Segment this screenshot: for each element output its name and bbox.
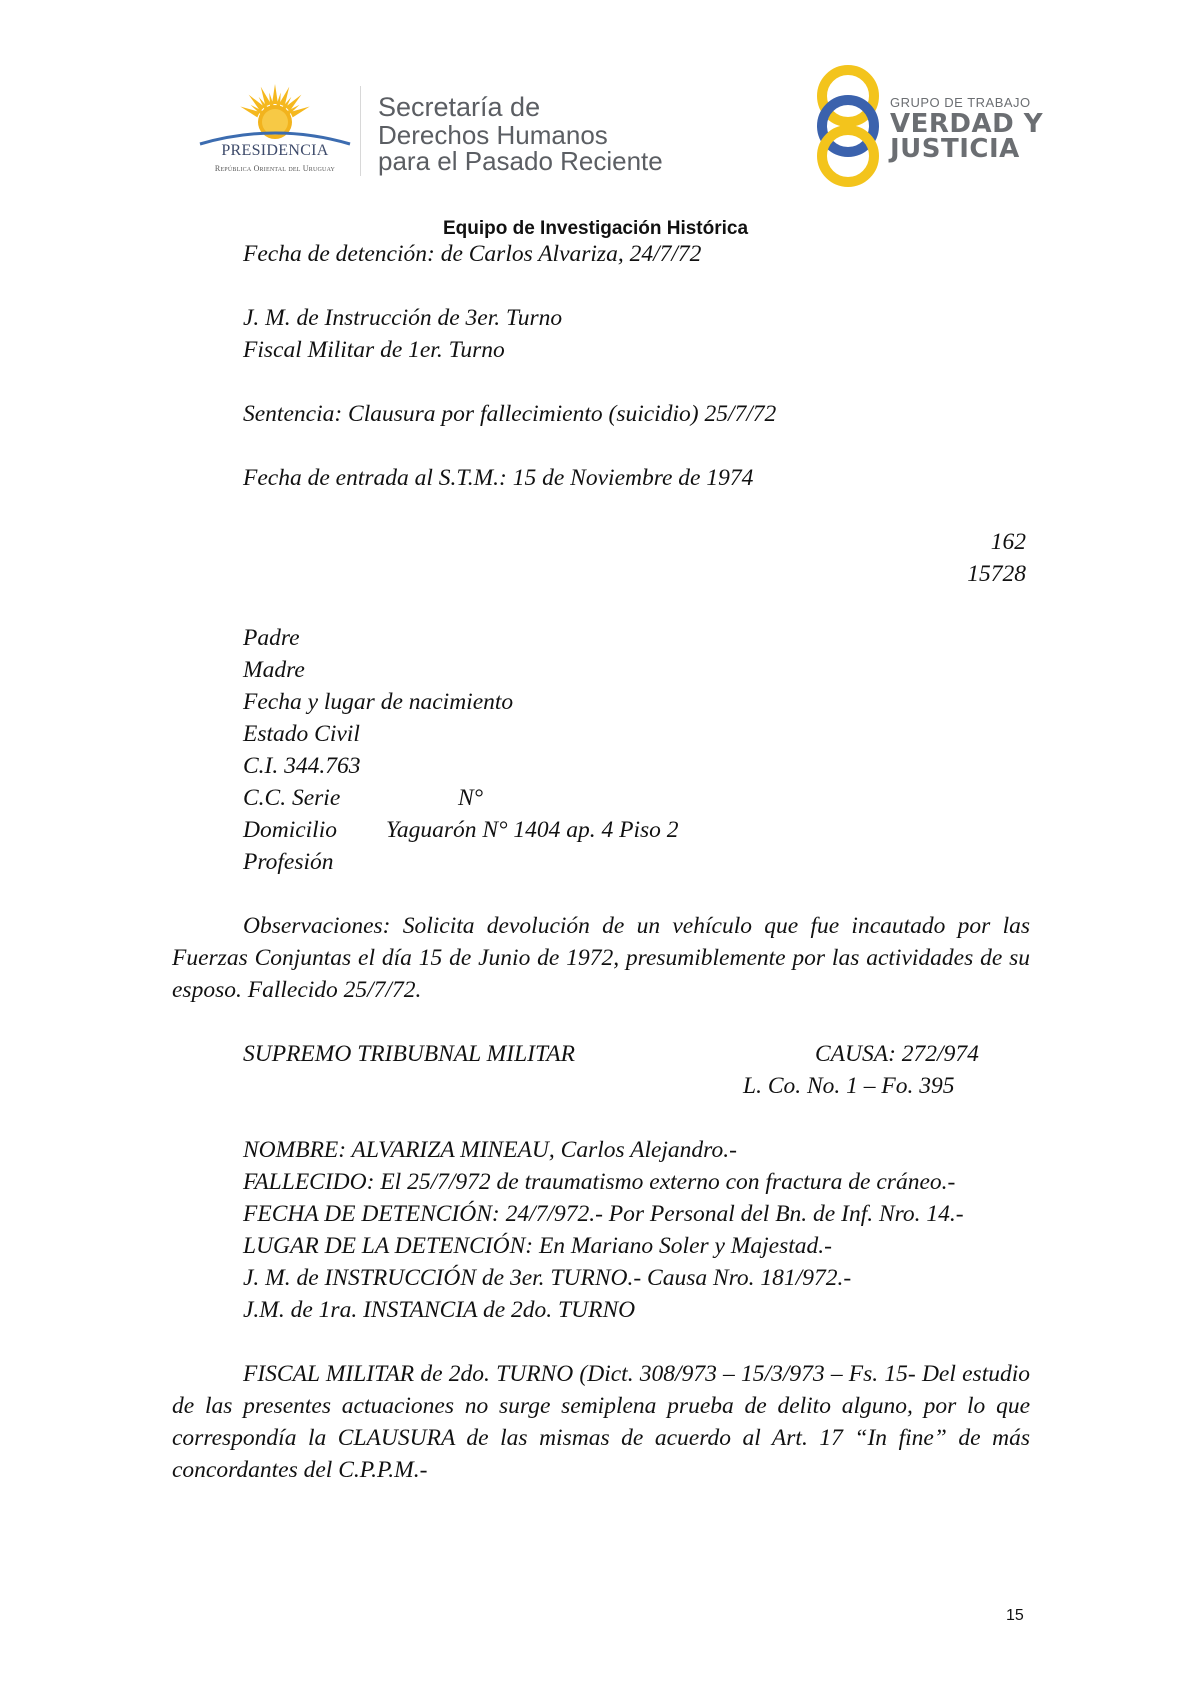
case-instancia: J.M. de 1ra. INSTANCIA de 2do. TURNO: [243, 1297, 636, 1323]
secretaria-line2: Derechos Humanos: [378, 120, 608, 150]
fiscal-paragraph: FISCAL MILITAR de 2do. TURNO (Dict. 308/973 – 15/3/973 – Fs. 15- Del estudio de las presentes actuaciones no surge semiplena prueba de delito alguno, por lo que correspondía la CLAUSURA de las mismas de acuerdo al Art. 17 “In fine” de más concordantes del C.P.P.M.-: [172, 1361, 1030, 1483]
sun-icon: [196, 82, 354, 146]
sentence: Sentencia: Clausura por fallecimiento (suicidio) 25/7/72: [243, 401, 777, 427]
field-madre: Madre: [243, 657, 305, 683]
secretaria-line3: para el Pasado Reciente: [378, 146, 663, 176]
case-nombre: NOMBRE: ALVARIZA MINEAU, Carlos Alejandro.-: [243, 1137, 737, 1163]
field-padre: Padre: [243, 625, 300, 651]
ref-number-2: 15728: [967, 561, 1026, 587]
case-fecha-detencion: FECHA DE DETENCIÓN: 24/7/972.- Por Personal del Bn. de Inf. Nro. 14.-: [243, 1201, 964, 1227]
grupo-line2: VERDAD Y: [890, 109, 1044, 139]
field-estado-civil: Estado Civil: [243, 721, 360, 747]
case-lugar-detencion: LUGAR DE LA DETENCIÓN: En Mariano Soler y Majestad.-: [243, 1233, 832, 1259]
presidencia-subtitle: República Oriental del Uruguay: [214, 164, 336, 173]
instruction-judge: J. M. de Instrucción de 3er. Turno: [243, 305, 563, 331]
observations-paragraph: Observaciones: Solicita devolución de un vehículo que fue incautado por las Fuerzas Conjuntas el día 15 de Junio de 1972, presumiblemente por las actividades de su esposo. Fallecido 25/7/72.: [172, 913, 1030, 1003]
secretaria-line1: Secretaría de: [378, 92, 541, 122]
field-ci: C.I. 344.763: [243, 753, 361, 779]
field-cc-number: N°: [458, 785, 484, 811]
field-nacimiento: Fecha y lugar de nacimiento: [243, 689, 514, 715]
page-number: 15: [1006, 1607, 1024, 1624]
field-domicilio: Domicilio: [243, 817, 337, 843]
stm-causa: CAUSA: 272/974: [815, 1041, 979, 1067]
grupo-line1: GRUPO DE TRABAJO: [890, 95, 1031, 110]
field-cc-serie: C.C. Serie: [243, 785, 341, 811]
case-instruccion: J. M. de INSTRUCCIÓN de 3er. TURNO.- Causa Nro. 181/972.-: [243, 1265, 852, 1291]
grupo-line3: JUSTICIA: [890, 134, 1020, 164]
field-profesion: Profesión: [243, 849, 334, 875]
field-domicilio-value: Yaguarón N° 1404 ap. 4 Piso 2: [386, 817, 679, 843]
interlocking-rings-icon: [812, 62, 884, 190]
military-prosecutor: Fiscal Militar de 1er. Turno: [243, 337, 505, 363]
case-fallecido: FALLECIDO: El 25/7/972 de traumatismo externo con fractura de cráneo.-: [243, 1169, 956, 1195]
detention-date: Fecha de detención: de Carlos Alvariza, 24/7/72: [243, 241, 702, 267]
team-heading: Equipo de Investigación Histórica: [442, 218, 749, 239]
presidencia-name: PRESIDENCIA: [221, 142, 329, 159]
presidencia-logo: [196, 82, 354, 178]
stm-tribunal: SUPREMO TRIBUBNAL MILITAR: [243, 1041, 576, 1067]
ref-number-1: 162: [990, 529, 1026, 555]
stm-libro: L. Co. No. 1 – Fo. 395: [743, 1073, 955, 1099]
stm-entry-date: Fecha de entrada al S.T.M.: 15 de Noviembre de 1974: [243, 465, 754, 491]
header-divider: [360, 86, 361, 176]
